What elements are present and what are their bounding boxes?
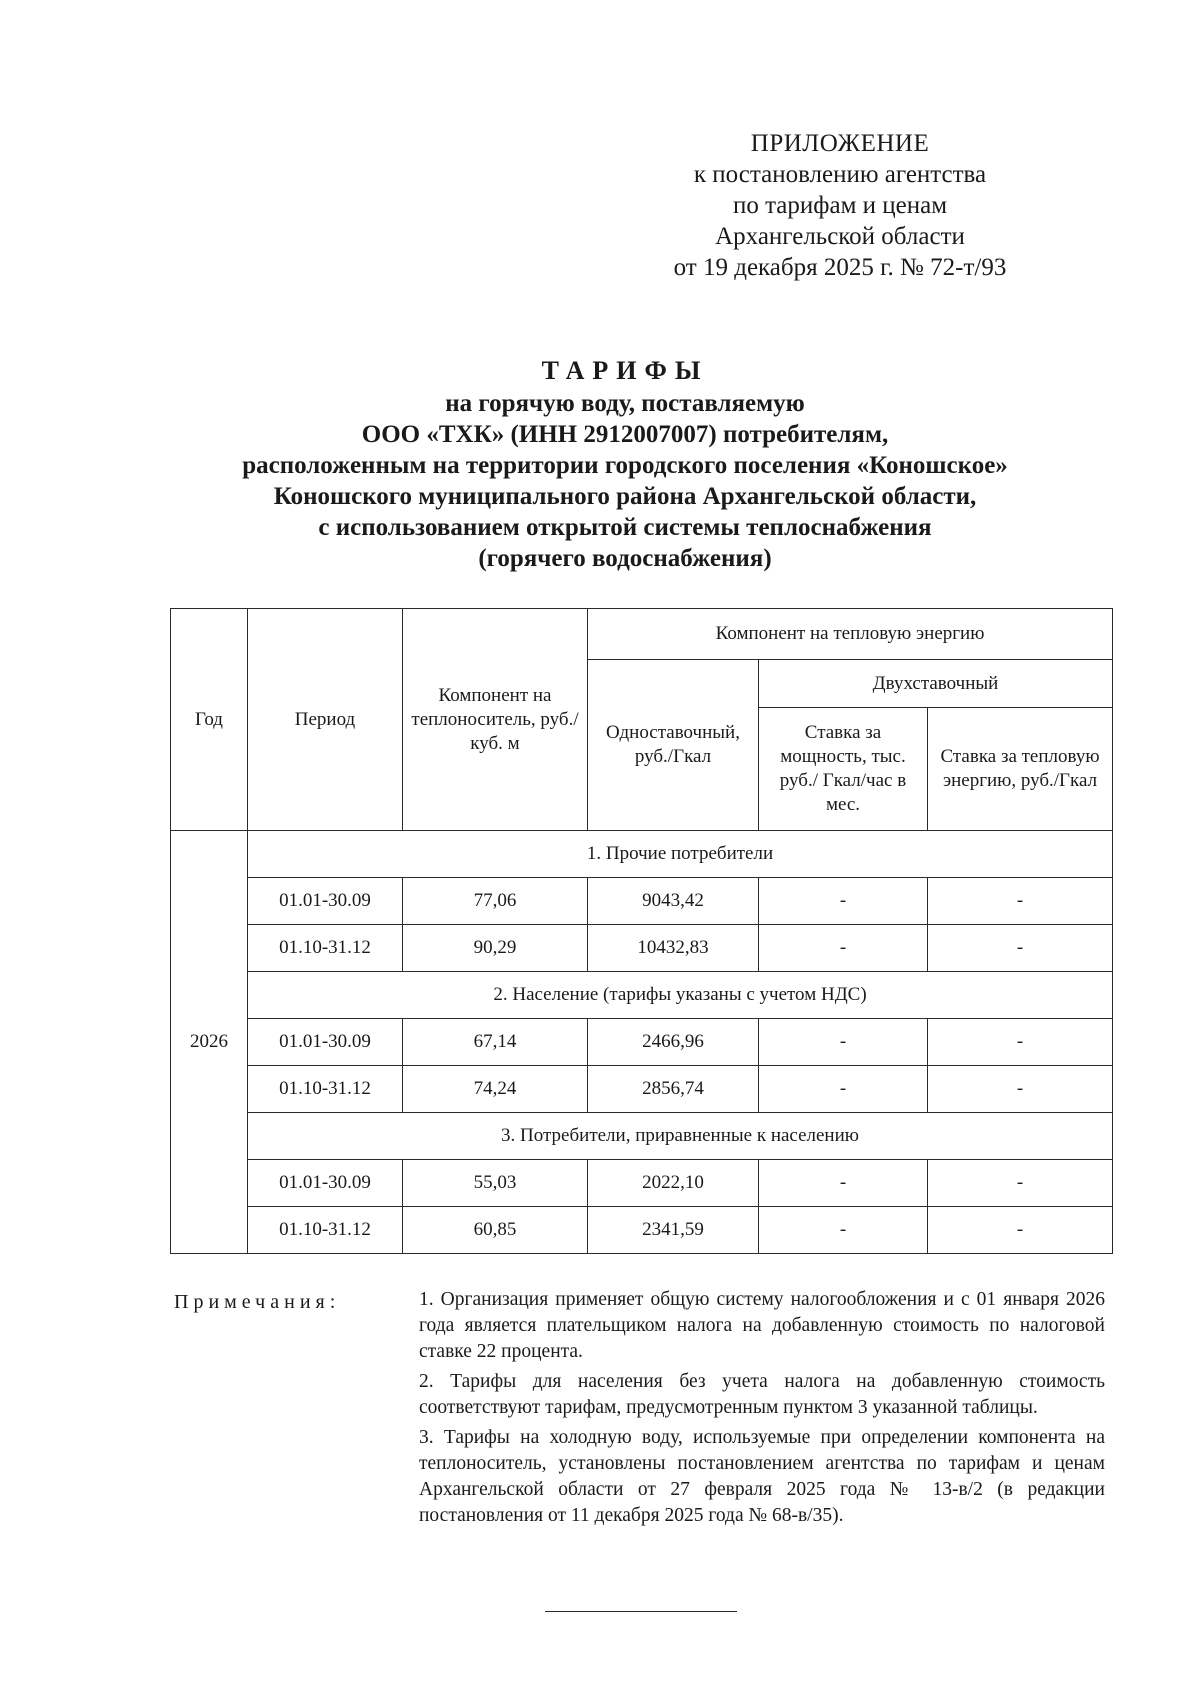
cell-energy: - — [928, 1207, 1113, 1254]
header-row — [171, 609, 1113, 660]
cell-period: 01.10-31.12 — [248, 925, 403, 972]
section-title: 1. Прочие потребители — [248, 831, 1113, 878]
header-two-rate: Двухставочный — [759, 660, 1113, 708]
cell-energy: - — [928, 1019, 1113, 1066]
appendix-header — [640, 128, 1040, 283]
year-cell: 2026 — [171, 831, 248, 1254]
title-main: ТАРИФЫ — [541, 356, 709, 385]
cell-energy: - — [928, 1066, 1113, 1113]
appendix-date: от 19 декабря 2025 г. № 72-т/93 — [673, 254, 1007, 281]
header-single-rate: Одноставочный, руб./Гкал — [588, 660, 759, 831]
cell-single: 2466,96 — [588, 1019, 759, 1066]
cell-power: - — [759, 1160, 928, 1207]
cell-power: - — [759, 925, 928, 972]
note-item: 1. Организация применяет общую систему налогообложения и с 01 января 2026 года является плательщиком налога на добавленную стоимость по налоговой ставке 22 процента. — [419, 1289, 1105, 1362]
title-line: ООО «ТХК» (ИНН 2912007007) потребителям, — [361, 421, 889, 448]
header-year: Год — [171, 609, 248, 831]
cell-energy: - — [928, 878, 1113, 925]
table-row — [171, 878, 1113, 925]
cell-single: 2022,10 — [588, 1160, 759, 1207]
title-line: с использованием открытой системы теплоснабжения — [318, 514, 932, 541]
cell-single: 10432,83 — [588, 925, 759, 972]
document-title — [150, 355, 1100, 574]
cell-period: 01.01-30.09 — [248, 1019, 403, 1066]
cell-carrier: 67,14 — [403, 1019, 588, 1066]
title-line: Коношского муниципального района Архангельской области, — [273, 483, 977, 510]
note-item: 2. Тарифы для населения без учета налога на добавленную стоимость соответствуют тарифам, предусмотренным пунктом 3 указанной таблицы. — [419, 1371, 1105, 1418]
cell-carrier: 55,03 — [403, 1160, 588, 1207]
section-row — [171, 1113, 1113, 1160]
header-carrier: Компонент на теплоноситель, руб./куб. м — [403, 609, 588, 831]
notes-label: Примечания: — [174, 1291, 341, 1313]
notes — [419, 1287, 1105, 1533]
cell-power: - — [759, 1066, 928, 1113]
header-energy-rate: Ставка за тепловую энергию, руб./Гкал — [928, 708, 1113, 831]
cell-period: 01.10-31.12 — [248, 1207, 403, 1254]
section-title: 2. Население (тарифы указаны с учетом НДС) — [248, 972, 1113, 1019]
cell-carrier: 60,85 — [403, 1207, 588, 1254]
section-title: 3. Потребители, приравненные к населению — [248, 1113, 1113, 1160]
header-power-rate: Ставка за мощность, тыс. руб./ Гкал/час в мес. — [759, 708, 928, 831]
table-row — [171, 1160, 1113, 1207]
section-row — [171, 831, 1113, 878]
cell-power: - — [759, 1207, 928, 1254]
table-row — [171, 1066, 1113, 1113]
closing-rule — [545, 1611, 737, 1612]
cell-power: - — [759, 878, 928, 925]
cell-carrier: 74,24 — [403, 1066, 588, 1113]
cell-single: 2856,74 — [588, 1066, 759, 1113]
table-row — [171, 925, 1113, 972]
cell-power: - — [759, 1019, 928, 1066]
cell-single: 9043,42 — [588, 878, 759, 925]
cell-carrier: 90,29 — [403, 925, 588, 972]
tariff-table — [170, 608, 1113, 1254]
title-line: (горячего водоснабжения) — [478, 545, 772, 572]
cell-period: 01.01-30.09 — [248, 878, 403, 925]
cell-period: 01.01-30.09 — [248, 1160, 403, 1207]
cell-carrier: 77,06 — [403, 878, 588, 925]
title-line: на горячую воду, поставляемую — [445, 390, 805, 417]
table-row — [171, 1207, 1113, 1254]
cell-energy: - — [928, 1160, 1113, 1207]
appendix-line: к постановлению агентства — [693, 161, 987, 188]
table-row — [171, 1019, 1113, 1066]
section-row — [171, 972, 1113, 1019]
title-line: расположенным на территории городского поселения «Коношское» — [242, 452, 1008, 479]
appendix-line: Архангельской области — [715, 223, 965, 250]
appendix-title: ПРИЛОЖЕНИЕ — [750, 130, 930, 157]
cell-single: 2341,59 — [588, 1207, 759, 1254]
note-item: 3. Тарифы на холодную воду, используемые при определении компонента на теплоноситель, установлены постановлением агентства по тарифам и ценам Архангельской области от 27 февраля 2025 года № 13-в/2 (в редакции постановления от 11 декабря 2025 года № 68-в/35). — [419, 1427, 1105, 1526]
cell-period: 01.10-31.12 — [248, 1066, 403, 1113]
header-period: Период — [248, 609, 403, 831]
header-heat-component: Компонент на тепловую энергию — [588, 609, 1113, 660]
appendix-line: по тарифам и ценам — [732, 192, 948, 219]
cell-energy: - — [928, 925, 1113, 972]
